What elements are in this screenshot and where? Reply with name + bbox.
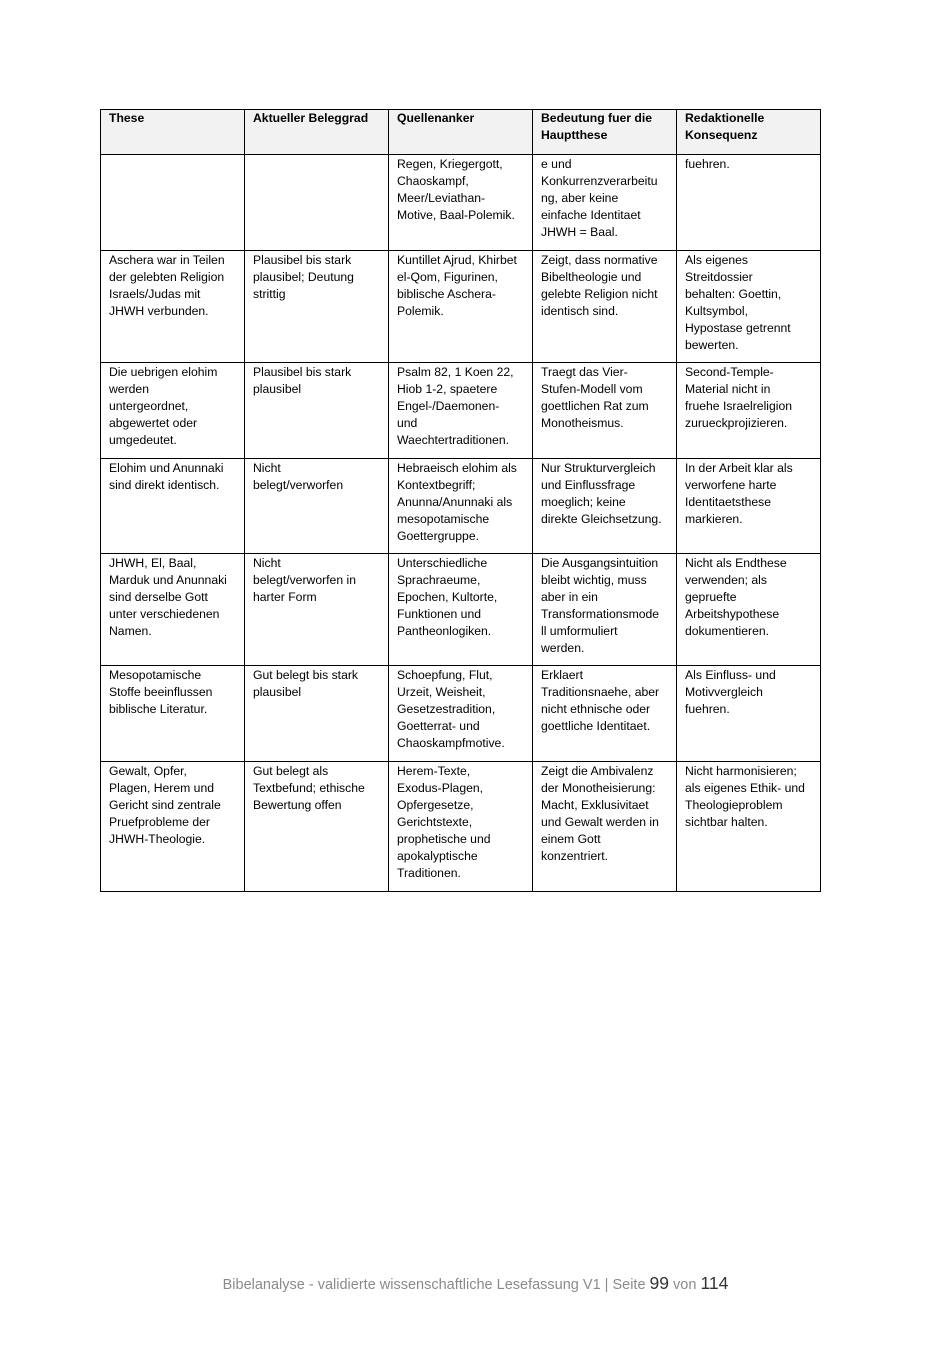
cell-konsequenz: Nicht als Endthese verwenden; als gepruefte Arbeitshypothese dokumentieren.	[677, 554, 821, 666]
cell-konsequenz: Nicht harmonisieren; als eigenes Ethik- und Theologieproblem sichtbar halten.	[677, 762, 821, 892]
cell-bedeutung: Zeigt, dass normative Bibeltheologie und gelebte Religion nicht identisch sind.	[533, 251, 677, 363]
footer-of: von	[669, 1277, 701, 1293]
cell-quellenanker: Herem-Texte, Exodus-Plagen, Opfergesetze, Gerichtstexte, prophetische und apokalyptische Traditionen.	[389, 762, 533, 892]
cell-bedeutung: Zeigt die Ambivalenz der Monotheisierung: Macht, Exklusivitaet und Gewalt werden in einem Gott konzentriert.	[533, 762, 677, 892]
cell-konsequenz: In der Arbeit klar als verworfene harte Identitaetsthese markieren.	[677, 459, 821, 554]
header-bedeutung: Bedeutung fuer die Hauptthese	[533, 110, 677, 155]
page-footer	[0, 1272, 951, 1296]
table-row	[101, 762, 821, 892]
cell-beleggrad: Gut belegt als Textbefund; ethische Bewertung offen	[245, 762, 389, 892]
table-row	[101, 251, 821, 363]
cell-quellenanker: Psalm 82, 1 Koen 22, Hiob 1-2, spaetere Engel-/Daemonen- und Waechtertraditionen.	[389, 363, 533, 459]
page-total: 114	[700, 1273, 729, 1293]
cell-beleggrad: Plausibel bis stark plausibel	[245, 363, 389, 459]
cell-beleggrad: Gut belegt bis stark plausibel	[245, 666, 389, 762]
cell-bedeutung: Erklaert Traditionsnaehe, aber nicht ethnische oder goettliche Identitaet.	[533, 666, 677, 762]
cell-quellenanker: Kuntillet Ajrud, Khirbet el-Qom, Figurinen, biblische Aschera- Polemik.	[389, 251, 533, 363]
cell-these: Mesopotamische Stoffe beeinflussen biblische Literatur.	[101, 666, 245, 762]
table-row	[101, 554, 821, 666]
thesis-table	[100, 109, 821, 892]
table-row	[101, 459, 821, 554]
cell-these: Gewalt, Opfer, Plagen, Herem und Gericht sind zentrale Pruefprobleme der JHWH-Theologie.	[101, 762, 245, 892]
cell-bedeutung: Die Ausgangsintuition bleibt wichtig, muss aber in ein Transformationsmode ll umformuliert werden.	[533, 554, 677, 666]
page-number: 99	[649, 1273, 670, 1293]
table-row	[101, 155, 821, 251]
table-row	[101, 666, 821, 762]
cell-quellenanker: Hebraeisch elohim als Kontextbegriff; Anunna/Anunnaki als mesopotamische Goettergruppe.	[389, 459, 533, 554]
table-header-row	[101, 110, 821, 155]
cell-konsequenz: Second-Temple- Material nicht in fruehe Israelreligion zurueckprojizieren.	[677, 363, 821, 459]
cell-bedeutung: e und Konkurrenzverarbeitu ng, aber keine einfache Identitaet JHWH = Baal.	[533, 155, 677, 251]
cell-beleggrad: Nicht belegt/verworfen in harter Form	[245, 554, 389, 666]
cell-these: Aschera war in Teilen der gelebten Religion Israels/Judas mit JHWH verbunden.	[101, 251, 245, 363]
cell-konsequenz: fuehren.	[677, 155, 821, 251]
cell-these: Elohim und Anunnaki sind direkt identisch.	[101, 459, 245, 554]
cell-beleggrad: Plausibel bis stark plausibel; Deutung strittig	[245, 251, 389, 363]
cell-quellenanker: Schoepfung, Flut, Urzeit, Weisheit, Gesetzestradition, Goetterrat- und Chaoskampfmotive.	[389, 666, 533, 762]
cell-konsequenz: Als eigenes Streitdossier behalten: Goettin, Kultsymbol, Hypostase getrennt bewerten.	[677, 251, 821, 363]
cell-beleggrad	[245, 155, 389, 251]
cell-these: JHWH, El, Baal, Marduk und Anunnaki sind derselbe Gott unter verschiedenen Namen.	[101, 554, 245, 666]
cell-quellenanker: Regen, Kriegergott, Chaoskampf, Meer/Leviathan- Motive, Baal-Polemik.	[389, 155, 533, 251]
cell-bedeutung: Nur Strukturvergleich und Einflussfrage moeglich; keine direkte Gleichsetzung.	[533, 459, 677, 554]
footer-text: Bibelanalyse - validierte wissenschaftliche Lesefassung V1 | Seite	[222, 1277, 650, 1293]
table-row	[101, 363, 821, 459]
cell-konsequenz: Als Einfluss- und Motivvergleich fuehren.	[677, 666, 821, 762]
cell-beleggrad: Nicht belegt/verworfen	[245, 459, 389, 554]
cell-quellenanker: Unterschiedliche Sprachraeume, Epochen, Kultorte, Funktionen und Pantheonlogiken.	[389, 554, 533, 666]
cell-bedeutung: Traegt das Vier- Stufen-Modell vom goettlichen Rat zum Monotheismus.	[533, 363, 677, 459]
cell-these: Die uebrigen elohim werden untergeordnet, abgewertet oder umgedeutet.	[101, 363, 245, 459]
cell-these	[101, 155, 245, 251]
header-these: These	[101, 110, 245, 155]
header-beleggrad: Aktueller Beleggrad	[245, 110, 389, 155]
header-quellenanker: Quellenanker	[389, 110, 533, 155]
header-konsequenz: Redaktionelle Konsequenz	[677, 110, 821, 155]
